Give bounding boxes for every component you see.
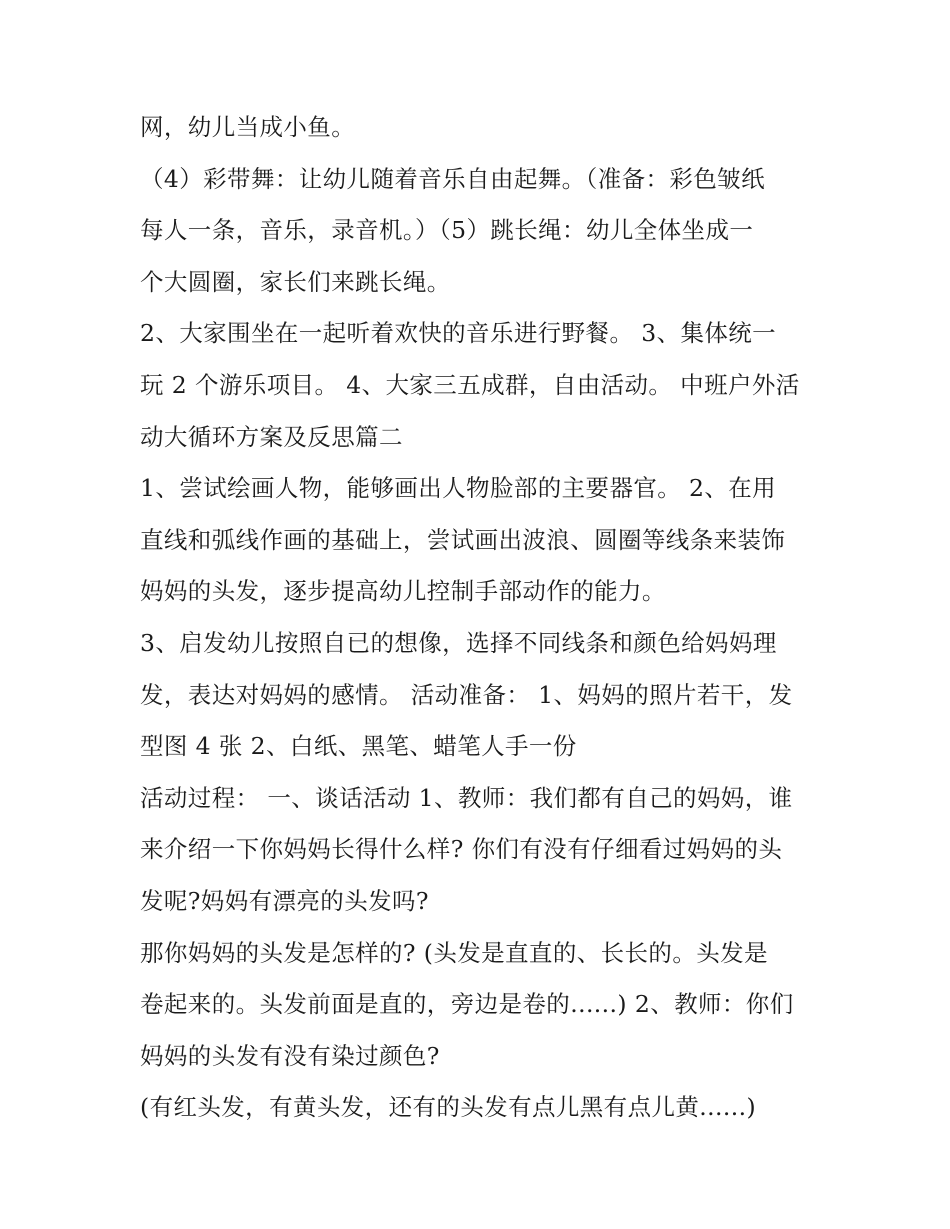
text-line: 发，表达对妈妈的感情。 活动准备： 1、妈妈的照片若干，发 — [140, 680, 793, 709]
text-line: （4）彩带舞：让幼儿随着音乐自由起舞。（准备：彩色皱纸 — [140, 164, 766, 193]
text-line: 活动过程： 一、谈话活动 1、教师：我们都有自己的妈妈，谁 — [140, 783, 793, 812]
text-line: 妈妈的头发，逐步提高幼儿控制手部动作的能力。 — [140, 577, 666, 606]
text-line: 网，幼儿当成小鱼。 — [140, 113, 356, 141]
text-line: 直线和弧线作画的基础上，尝试画出波浪、圆圈等线条来装饰 — [140, 525, 786, 554]
text-line: 发呢?妈妈有漂亮的头发吗? — [140, 886, 429, 915]
text-line: 个大圆圈，家长们来跳长绳。 — [140, 267, 451, 296]
text-line: 卷起来的。头发前面是直的，旁边是卷的......) 2、教师：你们 — [140, 990, 794, 1019]
text-line: 那你妈妈的头发是怎样的? (头发是直直的、长长的。头发是 — [140, 938, 768, 967]
text-line: 1、尝试绘画人物，能够画出人物脸部的主要器官。 2、在用 — [140, 474, 777, 503]
text-line: 3、启发幼儿按照自已的想像，选择不同线条和颜色给妈妈理 — [140, 628, 777, 657]
text-line: 每人一条，音乐，录音机。）（5）跳长绳：幼儿全体坐成一 — [140, 216, 754, 245]
section-title-line: 动大循环方案及反思篇二 — [140, 422, 403, 451]
text-line: 型图 4 张 2、白纸、黑笔、蜡笔人手一份 — [140, 732, 577, 761]
text-line: 来介绍一下你妈妈长得什么样? 你们有没有仔细看过妈妈的头 — [140, 835, 783, 864]
text-line: 妈妈的头发有没有染过颜色? — [140, 1041, 440, 1070]
text-line: (有红头发，有黄头发，还有的头发有点儿黑有点儿黄......) — [140, 1093, 757, 1122]
text-line: 2、大家围坐在一起听着欢快的音乐进行野餐。 3、集体统一 — [140, 319, 777, 348]
text-line: 玩 2 个游乐项目。 4、大家三五成群，自由活动。 中班户外活 — [140, 370, 800, 399]
document-body — [140, 102, 820, 1134]
